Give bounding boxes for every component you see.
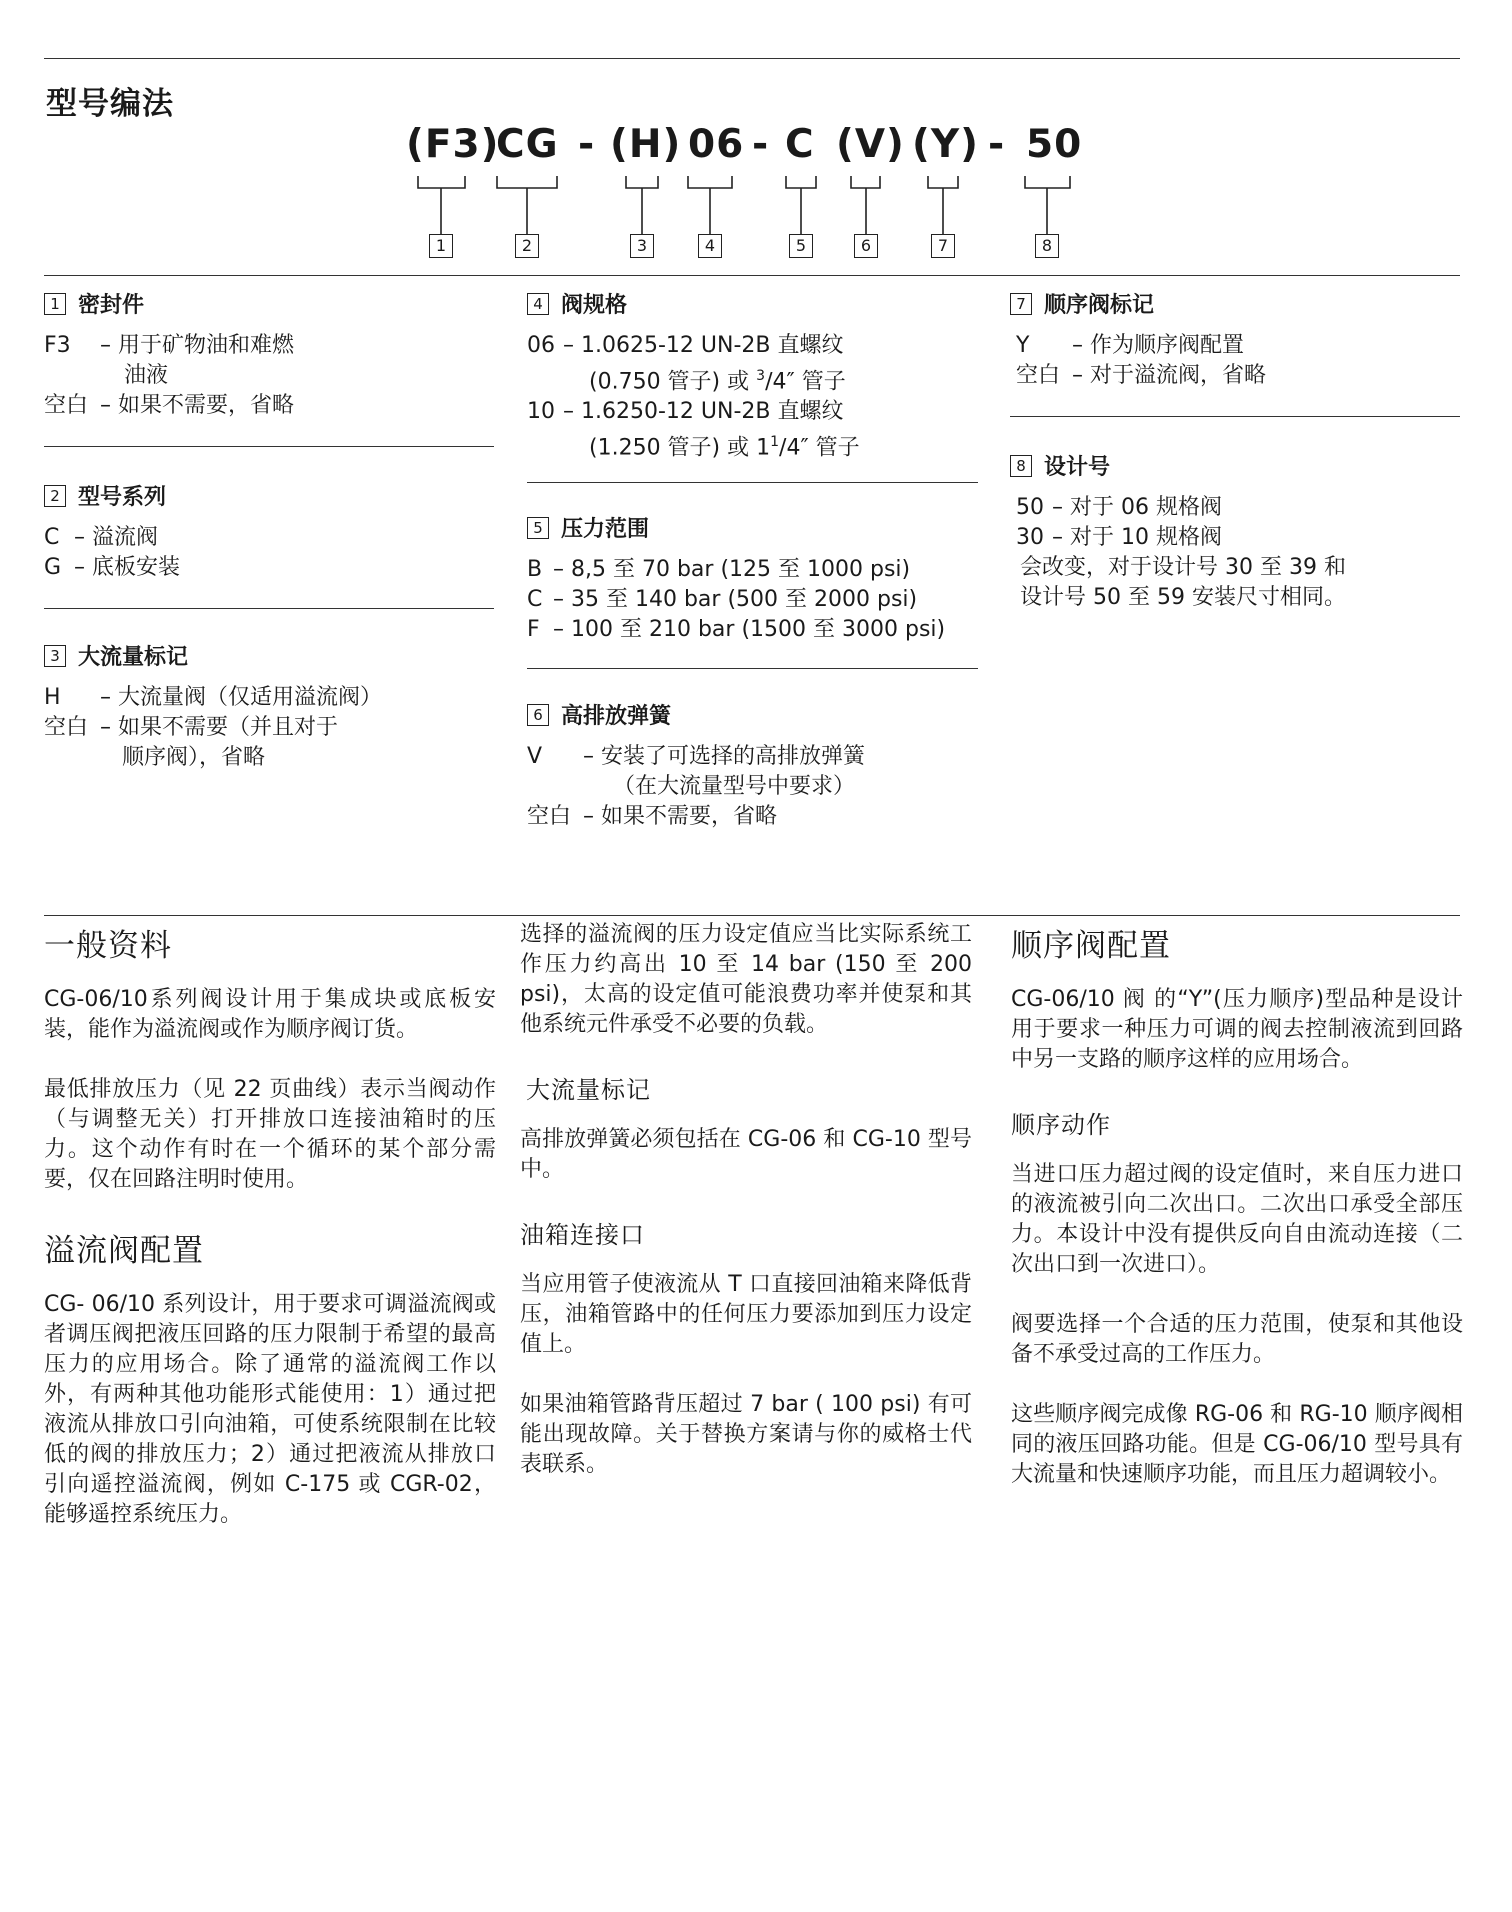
code-part: 50 [1026,122,1083,167]
option-code: 50 [1016,495,1044,520]
code-part: (V) [836,122,905,167]
option-desc: – 安装了可选择的高排放弹簧 [583,744,865,769]
code-part: - [578,122,596,167]
paragraph: 选择的溢流阀的压力设定值应当比实际系统工作压力约高出 10 至 14 bar (150 至 200 psi)，太高的设定值可能浪费功率并使泵和其他系统元件承受不必要的负载。 [520,922,972,1037]
code-number-box: 5 [789,234,813,258]
option-code: C [44,525,60,550]
section-number: 3 [44,645,66,667]
paragraph: 当应用管子使液流从 T 口直接回油箱来降低背压，油箱管路中的任何压力要添加到压力设定值上。 [520,1272,972,1357]
code-part: (Y) [912,122,979,167]
heading-high-flow: 大流量标记 [526,1076,651,1104]
section-title: 型号系列 [78,485,167,510]
section-title: 设计号 [1044,455,1111,480]
section-number: 8 [1010,455,1032,477]
section-seal [44,288,494,421]
section-series [44,480,494,583]
code-part: (F3) [406,122,500,167]
option-code: F3 [44,333,71,358]
option-code: C [527,587,543,612]
section-title: 压力范围 [561,517,650,542]
section-divider [44,608,494,609]
code-part: CG [496,122,559,167]
option-code: 空白 [527,804,572,829]
option-desc: – 作为顺序阀配置 [1072,333,1244,358]
design-note: 会改变，对于设计号 30 至 39 和 [1020,555,1346,580]
section-high-flow [44,640,494,773]
section-number: 7 [1010,293,1032,315]
section-divider [527,482,978,483]
section-design-number [1010,450,1460,613]
option-desc: – 对于 06 规格阀 [1052,495,1222,520]
option-code: 空白 [44,715,89,740]
paragraph: 高排放弹簧必须包括在 CG-06 和 CG-10 型号中。 [520,1127,972,1182]
option-desc: (0.750 管子) 或 $^3$/4″ 管子 [589,368,846,395]
paragraph: 阀要选择一个合适的压力范围，使泵和其他设备不承受过高的工作压力。 [1011,1312,1463,1367]
bracket-7 [928,176,958,234]
code-part: 06 [688,122,745,167]
option-code: F [527,617,540,642]
section-pressure-range [527,512,987,645]
option-code: V [527,744,543,769]
code-part: - [988,122,1006,167]
column-sequence [1011,920,1463,1520]
option-desc: – 如果不需要（并且对于 [100,715,338,740]
code-number-box: 6 [854,234,878,258]
bracket-3 [626,176,658,234]
option-desc: – 35 至 140 bar (500 至 2000 psi) [553,587,918,612]
section-title: 顺序阀标记 [1044,293,1155,318]
option-desc: – 1.6250-12 UN-2B 直螺纹 [563,399,844,425]
code-number-box: 1 [429,234,453,258]
option-code: H [44,685,61,710]
option-code [527,772,613,802]
section-title: 高排放弹簧 [561,704,672,729]
model-code-title: 型号编法 [46,86,174,122]
option-desc: – 底板安装 [74,555,180,580]
option-code: 空白 [44,393,89,418]
section-high-vent-spring [527,699,977,832]
option-code [44,743,122,773]
section-divider [1010,416,1460,417]
bracket-8 [1025,176,1070,234]
option-code: Y [1016,333,1030,358]
paragraph: 当进口压力超过阀的设定值时，来自压力进口的液流被引向二次出口。二次出口承受全部压力。本设计中没有提供反向自由流动连接（二次出口到一次进口）。 [1011,1162,1463,1277]
option-code: 10 [527,399,555,425]
code-brackets [0,170,1512,236]
code-number-box: 7 [931,234,955,258]
section-title: 大流量标记 [78,645,189,670]
option-code: 30 [1016,525,1044,550]
option-desc: – 对于溢流阀，省略 [1072,363,1266,388]
bracket-1 [418,176,465,234]
option-desc: – 100 至 210 bar (1500 至 3000 psi) [553,617,946,642]
bracket-2 [497,176,557,234]
option-code: G [44,555,62,580]
heading-relief-config: 溢流阀配置 [44,1233,204,1269]
paragraph: CG- 06/10 系列设计，用于要求可调溢流阀或者调压阀把液压回路的压力限制于希望的最高压力的应用场合。除了通常的溢流阀工作以外，有两种其他功能形式能使用：1）通过把液流从排放口引向油箱，可使系统限制在比较低的阀的排放压力；2）通过把液流从排放口引向遥控溢流阀，例如 C-175 或 CGR-02，能够遥控系统压力。 [44,1292,496,1527]
option-desc: – 用于矿物油和难燃 [100,333,294,358]
bracket-5 [786,176,816,234]
option-desc: – 8,5 至 70 bar (125 至 1000 psi) [553,557,911,582]
code-part: (H) [610,122,682,167]
section-number: 1 [44,293,66,315]
code-number-box: 4 [698,234,722,258]
heading-sequence-action: 顺序动作 [1011,1111,1111,1139]
section-divider [44,446,494,447]
section-sequence-mark [1010,288,1460,391]
section-number: 2 [44,485,66,507]
bracket-4 [688,176,732,234]
option-desc: – 大流量阀（仅适用溢流阀） [100,685,382,710]
design-note: 设计号 50 至 59 安装尺寸相同。 [1020,585,1346,610]
paragraph: 这些顺序阀完成像 RG-06 和 RG-10 顺序阀相同的液压回路功能。但是 CG-06/10 型号具有大流量和快速顺序功能，而且压力超调较小。 [1011,1402,1463,1487]
section-valve-size [527,288,977,464]
code-number-box: 3 [630,234,654,258]
code-number-box: 2 [515,234,539,258]
paragraph: CG-06/10 阀 的“Y”(压力顺序)型品种是设计用于要求一种压力可调的阀去控制液流到回路中另一支路的顺序这样的应用场合。 [1011,987,1463,1072]
option-desc: （在大流量型号中要求） [613,774,856,799]
option-code: B [527,557,543,582]
heading-sequence-config: 顺序阀配置 [1011,928,1171,964]
paragraph: 如果油箱管路背压超过 7 bar ( 100 psi) 有可能出现故障。关于替换方案请与你的威格士代表联系。 [520,1392,972,1477]
option-code [44,361,124,391]
option-desc: – 溢流阀 [74,525,158,550]
column-general [44,920,496,1560]
option-code: 06 [527,333,555,358]
section-title: 密封件 [78,293,145,318]
section-divider [527,668,978,669]
top-rule [44,58,1460,59]
heading-general-info: 一般资料 [44,928,172,964]
section-number: 6 [527,704,549,726]
model-section-rule [44,275,1460,276]
section-number: 5 [527,517,549,539]
code-number-box: 8 [1035,234,1059,258]
option-desc: – 如果不需要，省略 [100,393,294,418]
option-desc: 顺序阀），省略 [122,745,266,770]
section-title: 阀规格 [561,293,628,318]
heading-tank-port: 油箱连接口 [520,1221,645,1249]
paragraph: CG-06/10系列阀设计用于集成块或底板安装，能作为溢流阀或作为顺序阀订货。 [44,987,496,1042]
body-rule [44,915,1460,916]
option-desc: – 如果不需要，省略 [583,804,777,829]
option-desc: – 1.0625-12 UN-2B 直螺纹 [563,333,844,358]
code-part: C [785,122,815,167]
option-code: 空白 [1016,363,1061,388]
bracket-6 [851,176,880,234]
section-number: 4 [527,293,549,315]
option-desc: 油液 [124,363,169,388]
option-desc: (1.250 管子) 或 $1^1/4''$ 管子 [589,434,860,461]
code-part: - [752,122,770,167]
column-middle [520,920,972,1510]
option-desc: – 对于 10 规格阀 [1052,525,1222,550]
paragraph: 最低排放压力（见 22 页曲线）表示当阀动作（与调整无关）打开排放口连接油箱时的压力。这个动作有时在一个循环的某个部分需要，仅在回路注明时使用。 [44,1077,496,1192]
